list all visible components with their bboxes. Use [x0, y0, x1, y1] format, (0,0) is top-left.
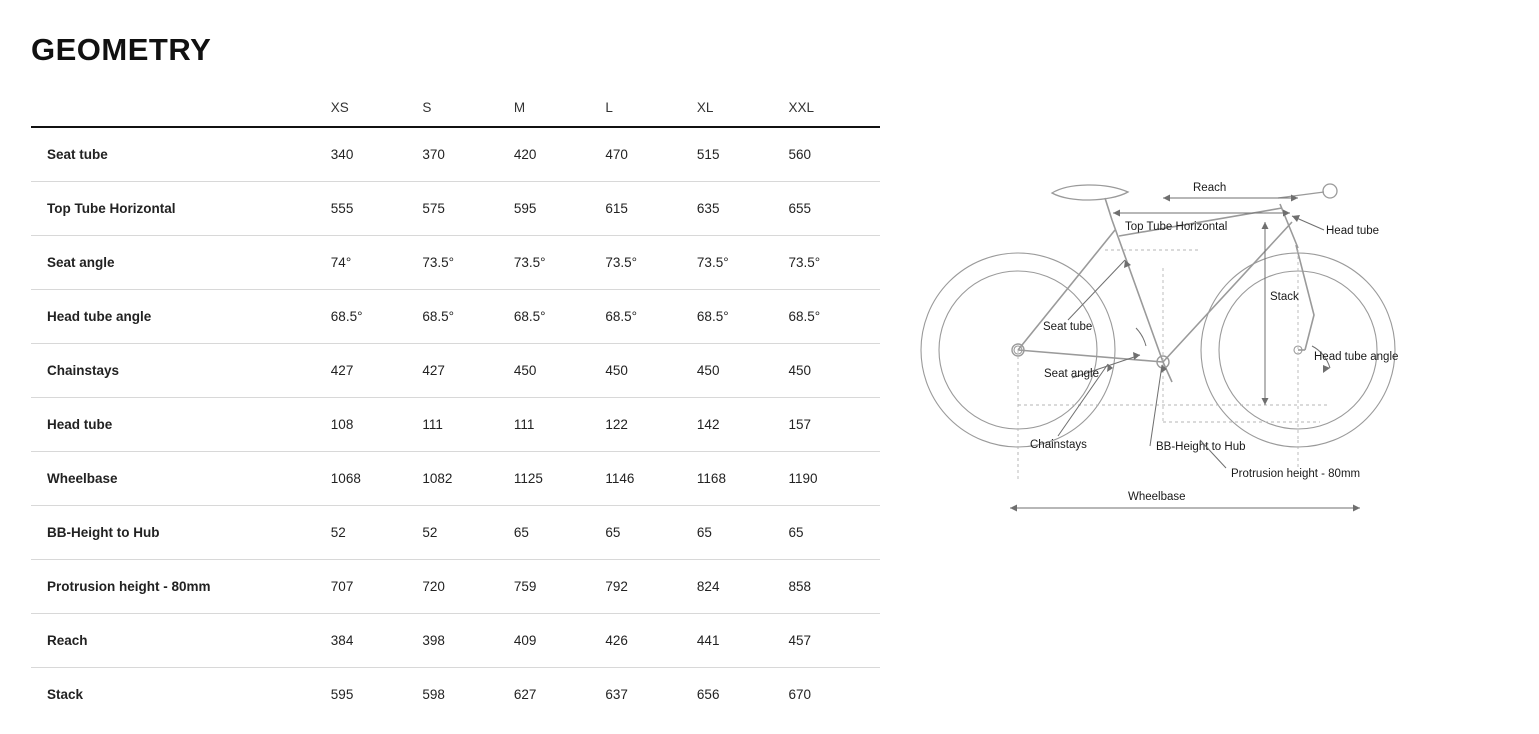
cell-value: 65	[788, 506, 880, 560]
cell-value: 65	[697, 506, 789, 560]
page-title: GEOMETRY	[31, 32, 212, 67]
handlebar-icon	[1278, 184, 1337, 198]
header-size-xxl: XXL	[788, 88, 880, 127]
cell-value: 655	[788, 182, 880, 236]
cell-value: 759	[514, 560, 606, 614]
header-size-xs: XS	[331, 88, 423, 127]
table-row	[31, 560, 880, 614]
cell-value: 384	[331, 614, 423, 668]
cell-value: 720	[422, 560, 514, 614]
cell-value: 68.5°	[788, 290, 880, 344]
cell-value: 111	[514, 398, 606, 452]
bb-height-dimension	[1150, 365, 1167, 446]
cell-value: 595	[330, 687, 354, 702]
row-label: Chainstays	[31, 344, 331, 398]
header-size-l: L	[605, 88, 697, 127]
cell-value: 560	[788, 127, 880, 182]
cell-value: 73.5°	[697, 236, 789, 290]
label-chainstays: Chainstays	[1030, 439, 1087, 451]
label-head-tube: Head tube	[1326, 225, 1380, 237]
header-size-xl: XL	[697, 88, 789, 127]
cell-value: 409	[514, 614, 606, 668]
cell-value: 68.5°	[697, 290, 789, 344]
header-corner	[31, 88, 331, 127]
row-label: Reach	[31, 614, 331, 668]
row-label: Stack	[47, 687, 84, 702]
bicycle-geometry-diagram	[900, 150, 1520, 550]
saddle-icon	[1052, 185, 1128, 200]
table-row	[31, 182, 880, 236]
cell-value: 450	[605, 344, 697, 398]
cell-value: 398	[422, 614, 514, 668]
cell-value: 1068	[331, 452, 423, 506]
cell-value: 1125	[514, 452, 606, 506]
cell-value: 457	[788, 614, 880, 668]
cell-value: 824	[697, 560, 789, 614]
row-label: Head tube	[31, 398, 331, 452]
cell-value: 515	[697, 127, 789, 182]
cell-value: 142	[697, 398, 789, 452]
table-row	[31, 398, 880, 452]
cell-value: 441	[697, 614, 789, 668]
cell-value: 858	[788, 560, 880, 614]
row-label: Seat tube	[31, 127, 331, 182]
cell-value: 470	[605, 127, 697, 182]
wheelbase-dimension	[1010, 505, 1360, 512]
cell-value: 575	[422, 182, 514, 236]
cell-value: 1190	[788, 452, 880, 506]
cell-value: 615	[605, 182, 697, 236]
geometry-table-container	[31, 88, 880, 721]
head-tube-leader	[1292, 215, 1324, 230]
cell-value: 122	[605, 398, 697, 452]
label-reach: Reach	[1193, 182, 1227, 194]
cell-value: 450	[514, 344, 606, 398]
row-label: Protrusion height - 80mm	[31, 560, 331, 614]
cell-value: 340	[331, 127, 423, 182]
cell-value: 627	[513, 687, 537, 702]
table-row	[31, 614, 880, 668]
cell-value: 670	[788, 687, 811, 702]
label-seat-angle: Seat angle	[1044, 368, 1099, 380]
table-row	[31, 290, 880, 344]
table-row	[31, 452, 880, 506]
label-protrusion-height: Protrusion height - 80mm	[1231, 468, 1361, 480]
table-row	[31, 668, 880, 722]
label-bb-height-to-hub: BB-Height to Hub	[1156, 441, 1246, 453]
table-row	[31, 344, 880, 398]
cell-value: 73.5°	[788, 236, 880, 290]
reach-dimension	[1163, 195, 1298, 202]
cell-value: 426	[605, 614, 697, 668]
cell-value: 1082	[422, 452, 514, 506]
table-body	[31, 127, 880, 721]
cell-value: 68.5°	[422, 290, 514, 344]
cell-value: 637	[605, 687, 628, 702]
label-seat-tube: Seat tube	[1043, 321, 1093, 333]
cell-value: 68.5°	[331, 290, 423, 344]
label-head-tube-angle: Head tube angle	[1314, 351, 1399, 363]
table-row	[31, 506, 880, 560]
geometry-table	[31, 88, 880, 721]
cell-value: 707	[331, 560, 423, 614]
cell-value: 555	[331, 182, 423, 236]
row-label: Wheelbase	[31, 452, 331, 506]
cell-value: 52	[331, 506, 423, 560]
cell-value: 792	[605, 560, 697, 614]
label-stack: Stack	[1270, 291, 1299, 303]
cell-value: 427	[331, 344, 423, 398]
cell-value: 73.5°	[514, 236, 606, 290]
seat-tube-leader	[1068, 260, 1131, 320]
row-label: Seat angle	[31, 236, 331, 290]
cell-value: 73.5°	[422, 236, 514, 290]
cell-value: 73.5°	[605, 236, 697, 290]
cell-value: 65	[514, 506, 606, 560]
cell-value: 450	[697, 344, 789, 398]
cell-value: 74°	[331, 236, 423, 290]
cell-value: 68.5°	[605, 290, 697, 344]
cell-value: 598	[422, 687, 445, 702]
cell-value: 427	[422, 344, 514, 398]
row-label: Top Tube Horizontal	[31, 182, 331, 236]
cell-value: 111	[422, 398, 514, 452]
cell-value: 108	[331, 398, 423, 452]
table-row	[31, 127, 880, 182]
cell-value: 157	[788, 398, 880, 452]
header-size-s: S	[422, 88, 514, 127]
label-top-tube-horizontal: Top Tube Horizontal	[1125, 221, 1228, 233]
cell-value: 635	[697, 182, 789, 236]
header-size-m: M	[514, 88, 606, 127]
table-header	[31, 88, 880, 127]
table-row	[31, 236, 880, 290]
table-header-row	[31, 88, 880, 127]
cell-value: 450	[788, 344, 880, 398]
row-label: BB-Height to Hub	[31, 506, 331, 560]
cell-value: 370	[422, 127, 514, 182]
label-wheelbase: Wheelbase	[1128, 491, 1186, 503]
cell-value: 1146	[605, 452, 697, 506]
cell-value: 1168	[697, 452, 789, 506]
cell-value: 52	[422, 506, 514, 560]
cell-value: 68.5°	[514, 290, 606, 344]
cell-value: 656	[696, 687, 720, 702]
cell-value: 65	[605, 506, 697, 560]
cell-value: 420	[514, 127, 606, 182]
row-label: Head tube angle	[31, 290, 331, 344]
cell-value: 595	[514, 182, 606, 236]
